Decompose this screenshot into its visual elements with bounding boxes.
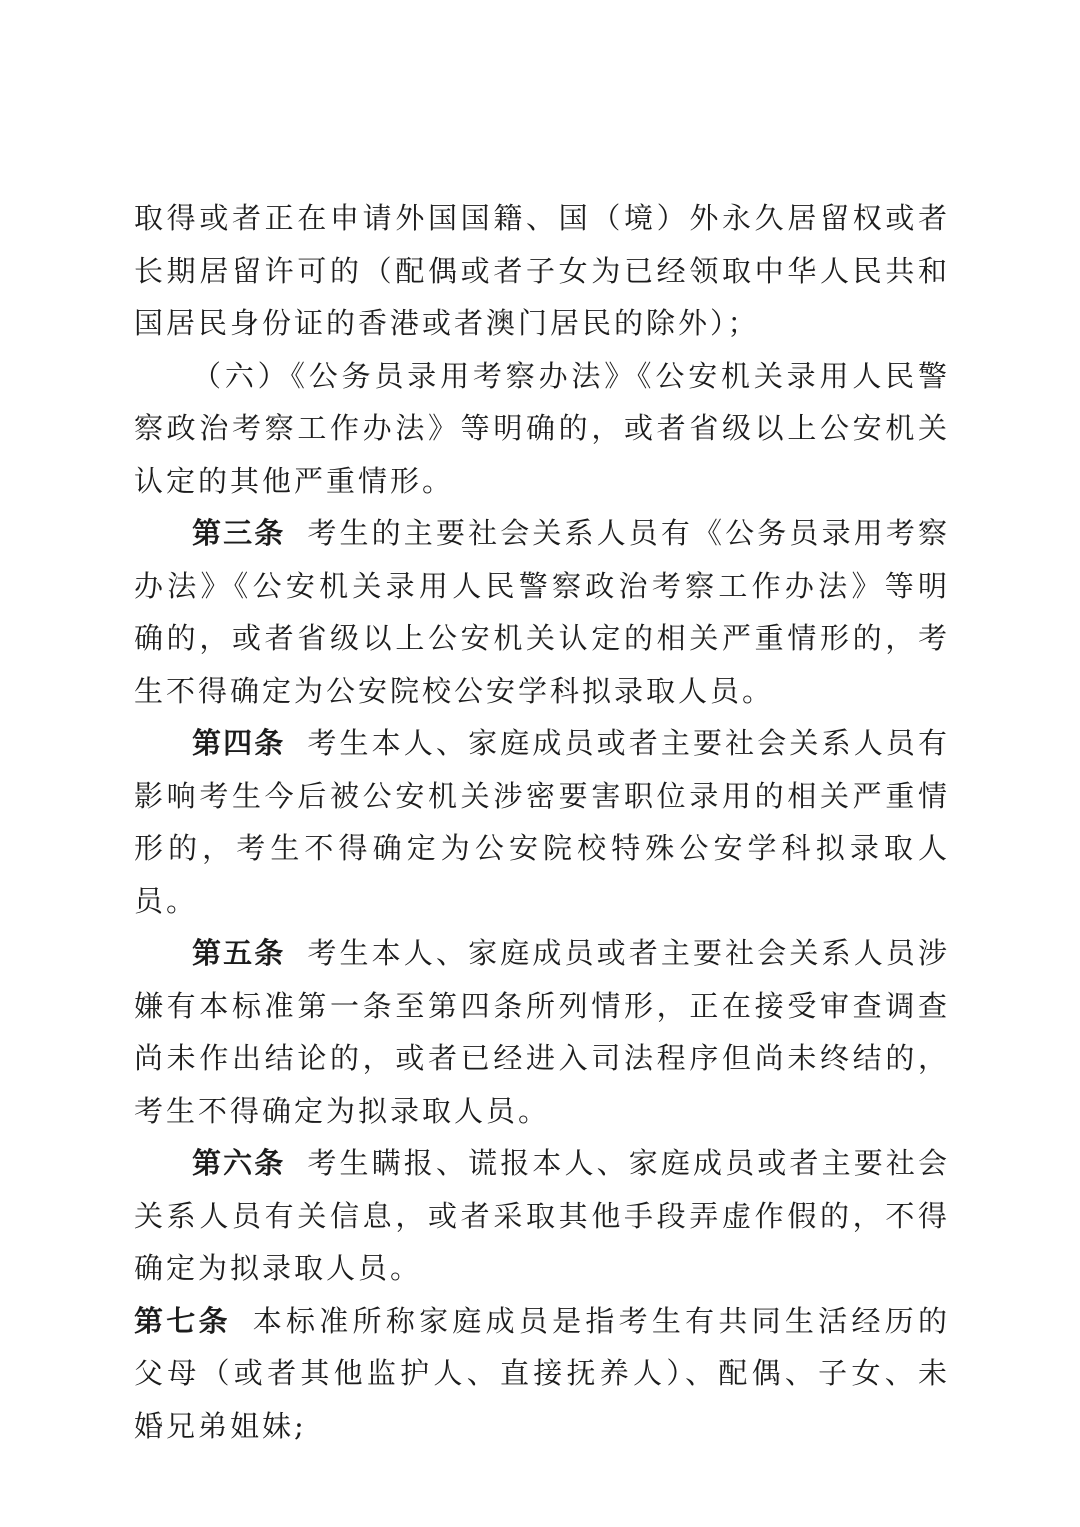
- paragraph-article-5: [134, 927, 950, 1137]
- paragraph-item-six: [134, 350, 950, 508]
- article-label: 第四条: [192, 726, 286, 760]
- paragraph-article-7: [134, 1295, 950, 1453]
- paragraph-article-4: [134, 717, 950, 927]
- paragraph-text: （六）《公务员录用考察办法》《公安机关录用人民警察政治考察工作办法》等明确的，或者省级以上公安机关认定的其他严重情形。: [134, 358, 950, 498]
- paragraph-continued: [134, 192, 950, 350]
- paragraph-text: 本标准所称家庭成员是指考生有共同生活经历的父母（或者其他监护人、直接抚养人）、配偶、子女、未婚兄弟姐妹;: [134, 1303, 950, 1443]
- paragraph-article-3: [134, 507, 950, 717]
- paragraph-article-6: [134, 1137, 950, 1295]
- article-label: 第五条: [192, 936, 286, 970]
- article-label: 第六条: [192, 1146, 286, 1180]
- paragraph-text: 考生本人、家庭成员或者主要社会关系人员涉嫌有本标准第一条至第四条所列情形，正在接受审查调查尚未作出结论的，或者已经进入司法程序但尚未终结的，考生不得确定为拟录取人员。: [134, 936, 950, 1128]
- article-label: 第三条: [192, 516, 286, 550]
- paragraph-text: 考生本人、家庭成员或者主要社会关系人员有影响考生今后被公安机关涉密要害职位录用的相关严重情形的，考生不得确定为公安院校特殊公安学科拟录取人员。: [134, 726, 950, 918]
- document-page: [134, 192, 950, 1452]
- paragraph-text: 考生的主要社会关系人员有《公务员录用考察办法》《公安机关录用人民警察政治考察工作办法》等明确的，或者省级以上公安机关认定的相关严重情形的，考生不得确定为公安院校公安学科拟录取人员。: [134, 516, 950, 708]
- article-label: 第七条: [134, 1303, 231, 1338]
- paragraph-text: 考生瞒报、谎报本人、家庭成员或者主要社会关系人员有关信息，或者采取其他手段弄虚作假的，不得确定为拟录取人员。: [134, 1146, 950, 1285]
- paragraph-text: 取得或者正在申请外国国籍、国（境）外永久居留权或者长期居留许可的（配偶或者子女为已经领取中华人民共和国居民身份证的香港或者澳门居民的除外）；: [134, 201, 950, 340]
